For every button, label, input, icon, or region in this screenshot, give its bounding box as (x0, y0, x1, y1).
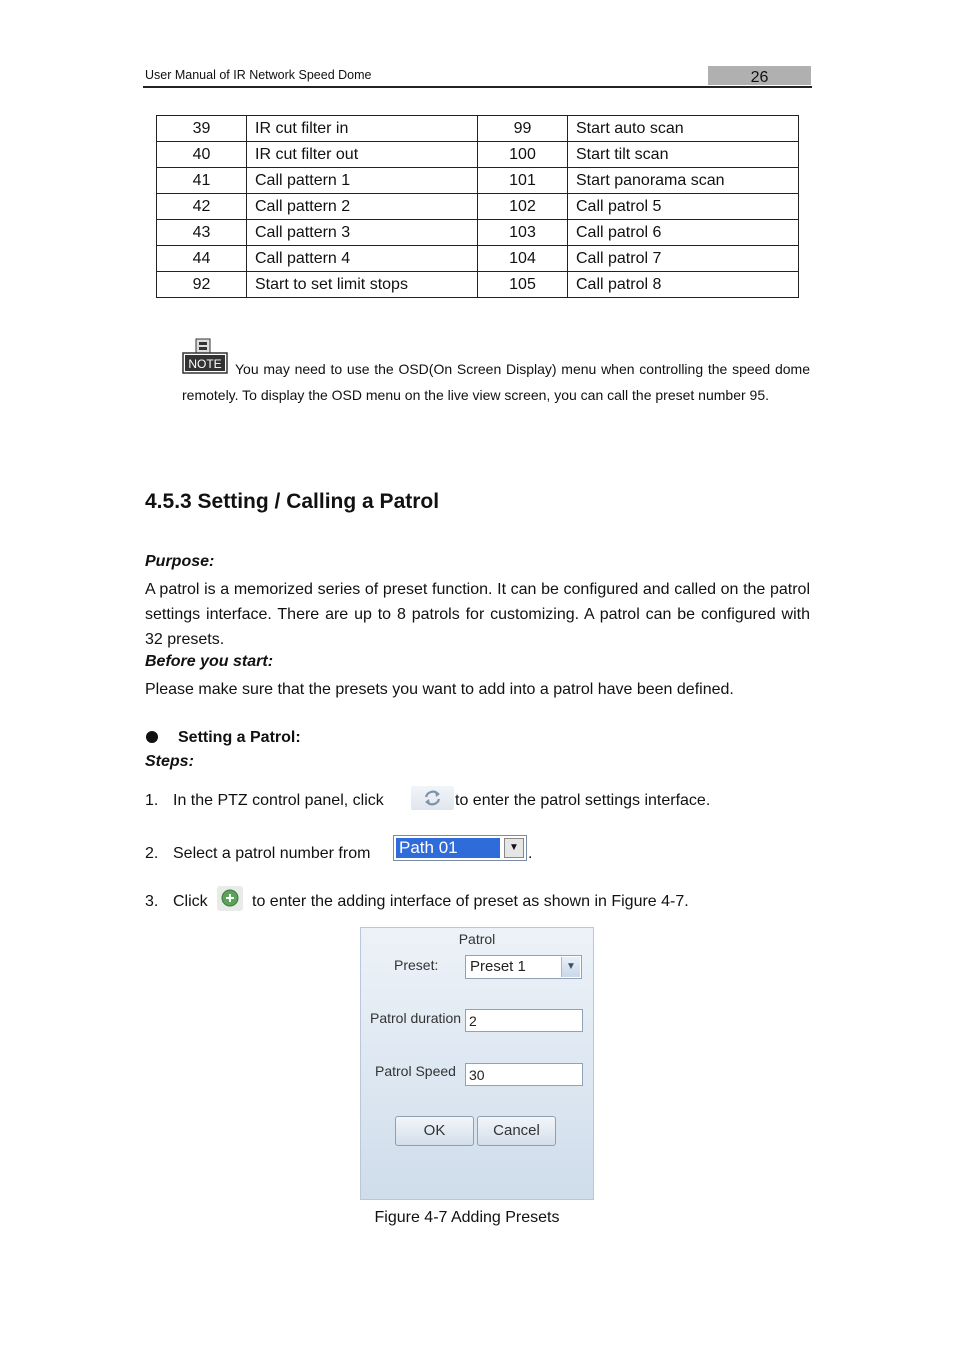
step-2-text-post: . (528, 845, 533, 862)
steps-label: Steps: (145, 753, 194, 770)
code-cell: 43 (157, 220, 247, 246)
patrol-speed-label: Patrol Speed (375, 1063, 456, 1079)
table-row (157, 246, 799, 272)
table-row (157, 168, 799, 194)
function-cell: Call pattern 1 (247, 168, 478, 194)
purpose-label: Purpose: (145, 553, 215, 570)
function-cell: Start to set limit stops (247, 272, 478, 298)
step-3-number: 3. (145, 893, 159, 910)
patrol-duration-input[interactable]: 2 (465, 1009, 583, 1032)
table-row (157, 142, 799, 168)
purpose-text: A patrol is a memorized series of preset function. It can be configured and called on the patrol settings interface. There are up to 8 patrols for customizing. A patrol can be configured with 32 presets. (145, 581, 810, 648)
code-cell: 105 (478, 272, 568, 298)
page-number: 26 (708, 66, 811, 85)
table-row (157, 272, 799, 298)
code-cell: 40 (157, 142, 247, 168)
step-1-text-post: to enter the patrol settings interface. (455, 792, 711, 809)
function-cell: IR cut filter out (247, 142, 478, 168)
step-3-text-post: to enter the adding interface of preset as shown in Figure 4-7. (252, 893, 689, 910)
add-preset-button[interactable] (217, 886, 243, 911)
step-2-text-pre: Select a patrol number from (173, 845, 371, 862)
code-cell: 100 (478, 142, 568, 168)
preset-code-table (156, 115, 799, 298)
code-cell: 41 (157, 168, 247, 194)
preset-select-value: Preset 1 (470, 958, 526, 975)
code-cell: 42 (157, 194, 247, 220)
code-cell: 104 (478, 246, 568, 272)
add-icon (217, 886, 243, 911)
note-body: You may need to use the OSD(On Screen Display) menu when controlling the speed dome remotely. To display the OSD menu on the live view screen, you can call the preset number 95. (182, 361, 810, 403)
function-cell: Call pattern 4 (247, 246, 478, 272)
refresh-icon (411, 786, 454, 810)
function-cell: IR cut filter in (247, 116, 478, 142)
function-cell: Call patrol 5 (568, 194, 799, 220)
function-cell: Start tilt scan (568, 142, 799, 168)
patrol-duration-label: Patrol duration (370, 1010, 462, 1026)
function-cell: Call patrol 8 (568, 272, 799, 298)
ok-button[interactable]: OK (395, 1116, 474, 1146)
chevron-down-icon[interactable]: ▼ (504, 838, 524, 858)
preset-label: Preset: (394, 957, 439, 973)
code-cell: 102 (478, 194, 568, 220)
code-cell: 39 (157, 116, 247, 142)
table-row (157, 220, 799, 246)
function-cell: Call patrol 6 (568, 220, 799, 246)
patrol-settings-button[interactable] (411, 786, 454, 810)
table-row (157, 116, 799, 142)
before-text: Please make sure that the presets you want to add into a patrol have been defined. (145, 681, 734, 698)
running-header-title: User Manual of IR Network Speed Dome (145, 68, 372, 82)
patrol-path-value: Path 01 (396, 838, 500, 858)
step-1-text-pre: In the PTZ control panel, click (173, 792, 384, 809)
code-cell: 44 (157, 246, 247, 272)
patrol-dialog (360, 927, 594, 1200)
figure-caption: Figure 4-7 Adding Presets (374, 1209, 560, 1226)
code-cell: 99 (478, 116, 568, 142)
code-cell: 101 (478, 168, 568, 194)
patrol-path-select[interactable] (393, 835, 527, 861)
function-cell: Start panorama scan (568, 168, 799, 194)
dialog-title: Patrol (458, 931, 496, 947)
code-cell: 92 (157, 272, 247, 298)
step-3-text-pre: Click (173, 893, 208, 910)
header-rule (143, 86, 812, 88)
bullet-dot (146, 731, 158, 743)
preset-select[interactable] (465, 955, 582, 979)
function-cell: Start auto scan (568, 116, 799, 142)
note-text (182, 356, 810, 408)
table-row (157, 194, 799, 220)
bullet-label: Setting a Patrol: (178, 729, 301, 746)
cancel-button[interactable]: Cancel (477, 1116, 556, 1146)
chevron-down-icon[interactable]: ▼ (561, 957, 580, 977)
step-1-number: 1. (145, 792, 159, 809)
section-heading: 4.5.3 Setting / Calling a Patrol (145, 490, 440, 513)
function-cell: Call patrol 7 (568, 246, 799, 272)
step-2-number: 2. (145, 845, 159, 862)
code-cell: 103 (478, 220, 568, 246)
function-cell: Call pattern 2 (247, 194, 478, 220)
note-icon-label: NOTE (188, 357, 222, 371)
patrol-speed-input[interactable]: 30 (465, 1063, 583, 1086)
function-cell: Call pattern 3 (247, 220, 478, 246)
before-label: Before you start: (145, 653, 274, 670)
